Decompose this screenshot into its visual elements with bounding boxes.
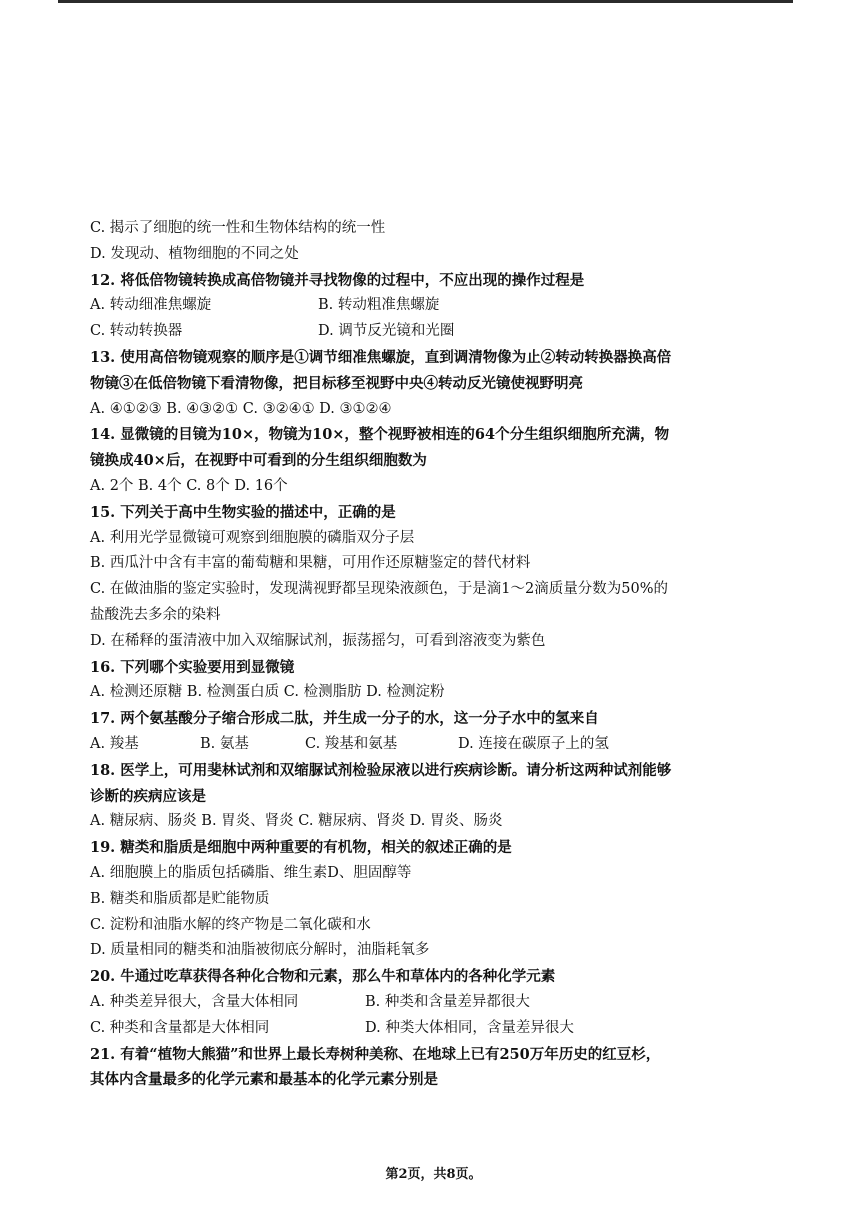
top-border-rule <box>58 0 793 3</box>
q12-options-row-2 <box>90 319 780 345</box>
question-13-line-2: 物镜③在低倍物镜下看清物像，把目标移至视野中央④转动反光镜使视野明亮 <box>90 374 583 392</box>
q17-option-a: A. 羧基 <box>90 735 139 752</box>
question-20: 20. 牛通过吃草获得各种化合物和元素，那么牛和草体内的各种化学元素 <box>90 968 556 986</box>
q20-options-row-1 <box>90 990 780 1016</box>
q15-option-c-line-1: C. 在做油脂的鉴定实验时，发现满视野都呈现染液颜色，于是滴1～2滴质量分数为50%的 <box>90 581 668 598</box>
q12-option-c: C. 转动转换器 <box>90 323 183 340</box>
q20-option-a: A. 种类差异很大，含量大体相同 <box>90 993 299 1010</box>
q11-option-c: C. 揭示了细胞的统一性和生物体结构的统一性 <box>90 220 386 236</box>
q19-option-c: C. 淀粉和油脂水解的终产物是二氧化碳和水 <box>90 916 371 933</box>
q19-option-d: D. 质量相同的糖类和油脂被彻底分解时，油脂耗氧多 <box>90 942 430 959</box>
q12-option-b: B. 转动粗准焦螺旋 <box>318 297 440 314</box>
q16-options: A. 检测还原糖 B. 检测蛋白质 C. 检测脂肪 D. 检测淀粉 <box>90 684 445 701</box>
q20-options-row-2 <box>90 1016 780 1042</box>
question-17: 17. 两个氨基酸分子缩合形成二肽，并生成一分子的水，这一分子水中的氢来自 <box>90 710 599 728</box>
question-18-line-2: 诊断的疾病应该是 <box>90 787 206 805</box>
q12-option-d: D. 调节反光镜和光圈 <box>318 323 455 340</box>
q20-option-c: C. 种类和含量都是大体相同 <box>90 1019 270 1036</box>
q14-options: A. 2个 B. 4个 C. 8个 D. 16个 <box>90 477 288 494</box>
question-21-line-2: 其体内含量最多的化学元素和最基本的化学元素分别是 <box>90 1071 438 1089</box>
question-16: 16. 下列哪个实验要用到显微镜 <box>90 658 295 676</box>
q17-options-row <box>90 732 780 758</box>
q18-options: A. 糖尿病、肠炎 B. 胃炎、肾炎 C. 糖尿病、肾炎 D. 胃炎、肠炎 <box>90 813 503 830</box>
page-footer: 第2页，共8页。 <box>385 1167 482 1182</box>
q15-option-a: A. 利用光学显微镜可观察到细胞膜的磷脂双分子层 <box>90 529 415 546</box>
question-13-line-1: 13. 使用高倍物镜观察的顺序是①调节细准焦螺旋，直到调清物像为止②转动转换器换高倍 <box>90 348 672 366</box>
q12-options-row-1 <box>90 293 780 319</box>
question-14-line-1: 14. 显微镜的目镜为10×，物镜为10×，整个视野被相连的64个分生组织细胞所充满，物 <box>90 426 670 444</box>
q19-option-b: B. 糖类和脂质都是贮能物质 <box>90 890 270 907</box>
q19-option-a: A. 细胞膜上的脂质包括磷脂、维生素D、胆固醇等 <box>90 864 412 881</box>
question-12: 12. 将低倍物镜转换成高倍物镜并寻找物像的过程中，不应出现的操作过程是 <box>90 271 585 289</box>
question-14-line-2: 镜换成40×后，在视野中可看到的分生组织细胞数为 <box>90 452 427 470</box>
question-19: 19. 糖类和脂质是细胞中两种重要的有机物，相关的叙述正确的是 <box>90 839 512 857</box>
q15-option-b: B. 西瓜汁中含有丰富的葡萄糖和果糖，可用作还原糖鉴定的替代材料 <box>90 555 531 572</box>
q11-option-d: D. 发现动、植物细胞的不同之处 <box>90 245 299 262</box>
q15-option-c-line-2: 盐酸洗去多余的染料 <box>90 606 221 623</box>
question-21-line-1: 21. 有着“植物大熊猫”和世界上最长寿树种美称、在地球上已有250万年历史的红豆杉， <box>90 1045 661 1063</box>
question-18-line-1: 18. 医学上，可用斐林试剂和双缩脲试剂检验尿液以进行疾病诊断。请分析这两种试剂能够 <box>90 761 672 779</box>
q12-option-a: A. 转动细准焦螺旋 <box>90 297 212 314</box>
question-15: 15. 下列关于高中生物实验的描述中，正确的是 <box>90 503 396 521</box>
q17-option-d: D. 连接在碳原子上的氢 <box>458 735 609 752</box>
q13-options: A. ④①②③ B. ④③②① C. ③②④① D. ③①②④ <box>90 400 392 417</box>
q15-option-d: D. 在稀释的蛋清液中加入双缩脲试剂，振荡摇匀，可看到溶液变为紫色 <box>90 632 546 649</box>
exam-page-body <box>90 216 780 1093</box>
q17-option-b: B. 氨基 <box>200 735 249 752</box>
q17-option-c: C. 羧基和氨基 <box>305 735 398 752</box>
q20-option-d: D. 种类大体相同，含量差异很大 <box>365 1019 574 1036</box>
q20-option-b: B. 种类和含量差异都很大 <box>365 993 530 1010</box>
